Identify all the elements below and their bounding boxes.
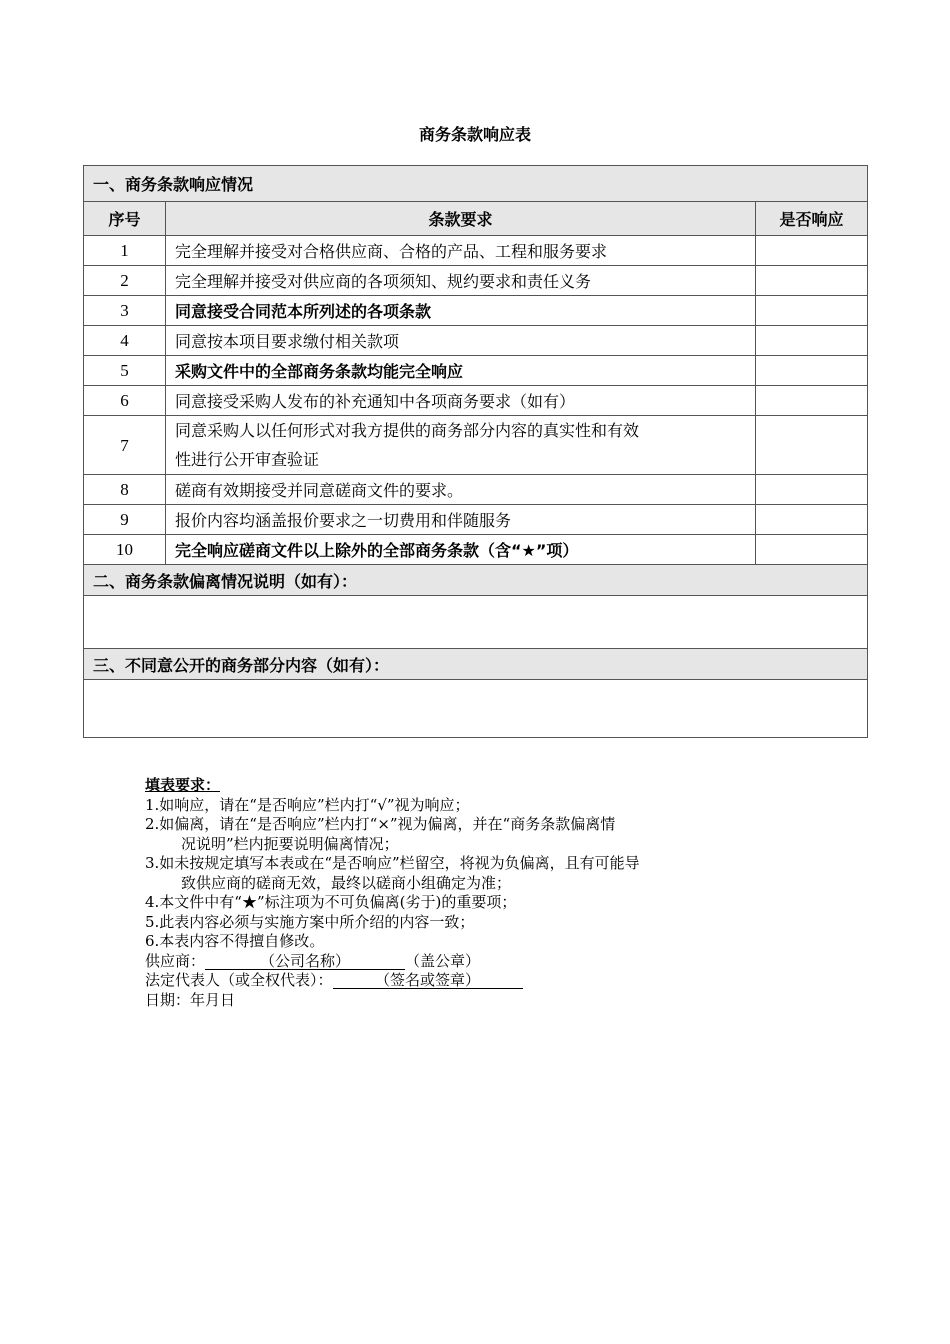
table-row: [84, 236, 868, 266]
signature-field[interactable]: （签名或签章）: [333, 971, 523, 989]
nondisclosure-input-cell[interactable]: [84, 680, 868, 738]
supplier-name-field[interactable]: （公司名称）: [205, 952, 405, 970]
nondisclosure-input-row: [84, 680, 868, 738]
row-response-cell[interactable]: [756, 296, 868, 326]
instruction-item-continued: 况说明”栏内扼要说明偏离情况；: [181, 834, 399, 853]
row-response-cell[interactable]: [756, 326, 868, 356]
row-requirement: 完全理解并接受对合格供应商、合格的产品、工程和服务要求: [166, 236, 756, 266]
table-row: [84, 296, 868, 326]
col-req-header: 条款要求: [166, 202, 756, 236]
row-requirement: 磋商有效期接受并同意磋商文件的要求。: [166, 475, 756, 505]
section-header: [84, 166, 868, 202]
representative-line: [145, 971, 825, 991]
instruction-item: 6.本表内容不得擅自修改。: [145, 932, 325, 950]
instruction-item: 3.如未按规定填写本表或在“是否响应”栏留空，将视为负偏离，且有可能导: [145, 854, 640, 872]
row-number: 1: [84, 236, 166, 266]
row-response-cell[interactable]: [756, 386, 868, 416]
table-row: [84, 266, 868, 296]
deviation-input-cell[interactable]: [84, 596, 868, 649]
row-response-cell[interactable]: [756, 236, 868, 266]
row-number: 8: [84, 475, 166, 505]
row-number: 7: [84, 416, 166, 475]
row-requirement-line: 性进行公开审查验证: [175, 450, 320, 469]
row-number: 6: [84, 386, 166, 416]
row-response-cell[interactable]: [756, 475, 868, 505]
section-1-title: 一、商务条款响应情况: [84, 166, 868, 202]
instruction-item: 1.如响应，请在“是否响应”栏内打“√”视为响应；: [145, 795, 470, 814]
section-2-title: 二、商务条款偏离情况说明（如有）：: [84, 565, 868, 596]
row-number: 4: [84, 326, 166, 356]
table-row: [84, 505, 868, 535]
table-row: [84, 356, 868, 386]
col-resp-header: 是否响应: [756, 202, 868, 236]
page-title: 商务条款响应表: [418, 125, 531, 144]
table-row: [84, 326, 868, 356]
column-header-row: [84, 202, 868, 236]
table-row: [84, 475, 868, 505]
fill-instructions: [145, 776, 825, 1010]
date-line: 日期：年月日: [145, 990, 236, 1009]
instruction-item-continued: 致供应商的磋商无效，最终以磋商小组确定为准；: [181, 873, 512, 892]
row-response-cell[interactable]: [756, 356, 868, 386]
supplier-label: 供应商：: [145, 951, 206, 970]
row-response-cell[interactable]: [756, 535, 868, 565]
table-row: [84, 416, 868, 475]
row-requirement: 采购文件中的全部商务条款均能完全响应: [166, 356, 756, 386]
instruction-item: 5.此表内容必须与实施方案中所介绍的内容一致；: [145, 912, 475, 931]
row-requirement: 完全理解并接受对供应商的各项须知、规约要求和责任义务: [166, 266, 756, 296]
row-response-cell[interactable]: [756, 416, 868, 475]
representative-label: 法定代表人（或全权代表）：: [145, 971, 333, 989]
row-number: 9: [84, 505, 166, 535]
col-no-header: 序号: [84, 202, 166, 236]
instructions-title: 填表要求：: [145, 776, 221, 794]
table-row: [84, 386, 868, 416]
row-response-cell[interactable]: [756, 505, 868, 535]
instruction-item: 4.本文件中有“★”标注项为不可负偏离(劣于)的重要项；: [145, 893, 517, 911]
section-header: [84, 649, 868, 680]
deviation-input-row: [84, 596, 868, 649]
supplier-line: [145, 952, 825, 972]
row-requirement: 完全响应磋商文件以上除外的全部商务条款（含“★”项）: [166, 535, 756, 565]
row-number: 2: [84, 266, 166, 296]
row-number: 5: [84, 356, 166, 386]
response-table: [83, 165, 868, 738]
row-number: 3: [84, 296, 166, 326]
row-requirement-line: 同意采购人以任何形式对我方提供的商务部分内容的真实性和有效: [175, 421, 640, 440]
row-requirement: 报价内容均涵盖报价要求之一切费用和伴随服务: [166, 505, 756, 535]
row-requirement: 同意接受合同范本所列述的各项条款: [166, 296, 756, 326]
row-response-cell[interactable]: [756, 266, 868, 296]
seal-label: （盖公章）: [405, 951, 481, 970]
row-number: 10: [84, 535, 166, 565]
section-header: [84, 565, 868, 596]
row-requirement: [166, 416, 756, 475]
table-row: [84, 535, 868, 565]
section-3-title: 三、不同意公开的商务部分内容（如有）：: [84, 649, 868, 680]
row-requirement: 同意接受采购人发布的补充通知中各项商务要求（如有）: [166, 386, 756, 416]
row-requirement: 同意按本项目要求缴付相关款项: [166, 326, 756, 356]
instruction-item: 2.如偏离，请在“是否响应”栏内打“×”视为偏离，并在“商务条款偏离情: [145, 815, 616, 833]
